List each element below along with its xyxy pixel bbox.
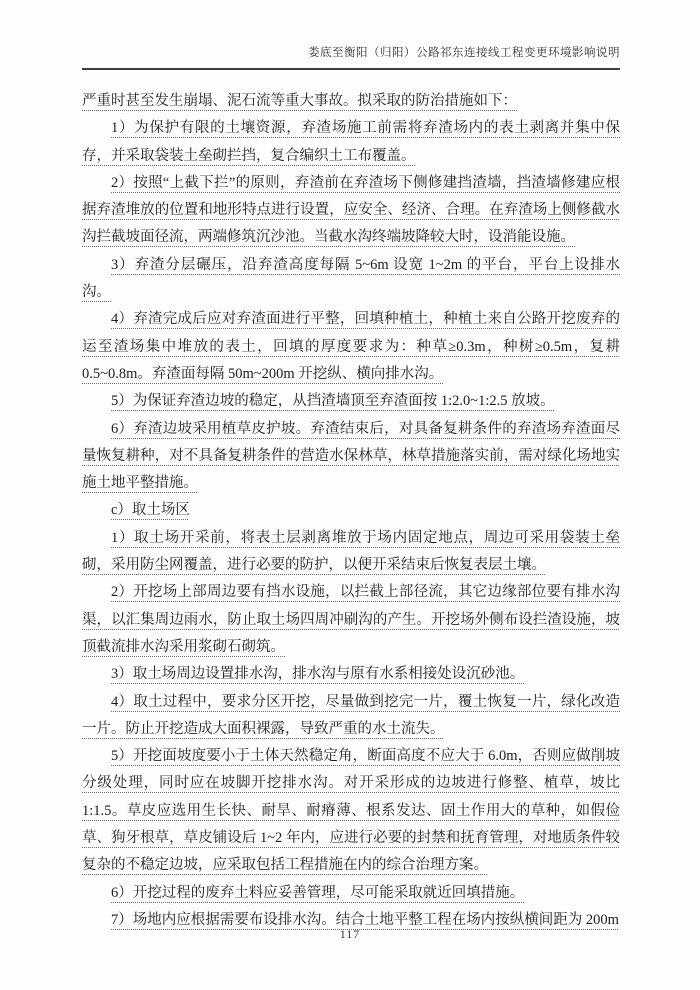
paragraph: 5）开挖面坡度要小于土体天然稳定角，断面高度不应大于 6.0m，否则应做削坡分级处理，同时应在坡脚开挖排水沟。对开采形成的边坡进行修整、植草，坡比 1:1.5。草皮应选用生长快、耐旱、耐瘠薄、根系发达、固土作用大的草种，如假俭草、狗牙根草，草皮铺设后 1~2 年内，应进行必要的封禁和抚育管理，对地质条件较复杂的不稳定边坡，应采取包括工程措施在内的综合治理方案。 bbox=[82, 748, 620, 874]
page-number: 117 bbox=[339, 927, 361, 941]
paragraph: 2）按照“上截下拦”的原则，弃渣前在弃渣场下侧修建挡渣墙，挡渣墙修建应根据弃渣堆放的位置和地形特点进行设置，应安全、经济、合理。在弃渣场上侧修截水沟拦截坡面径流，两端修筑沉沙池。当截水沟终端坡降较大时，设消能设施。 bbox=[82, 174, 620, 246]
paragraph: 1）为保护有限的土壤资源，弃渣场施工前需将弃渣场内的表土剥离并集中保存，并采取袋装土垒砌拦挡，复合编织土工布覆盖。 bbox=[82, 120, 620, 164]
paragraph: c）取土场区 bbox=[111, 502, 190, 519]
paragraph: 4）取土过程中，要求分区开挖，尽量做到挖完一片，覆土恢复一片，绿化改造一片。防止开挖造成大面积裸露，导致严重的水土流失。 bbox=[82, 693, 620, 737]
paragraph: 严重时甚至发生崩塌、泥石流等重大事故。拟采取的防治措施如下： bbox=[82, 93, 517, 109]
paragraph: 6）弃渣边坡采用植草皮护坡。弃渣结束后，对具备复耕条件的弃渣场弃渣面尽量恢复耕种，对不具备复耕条件的营造水保林草，林草措施落实前，需对绿化场地实施土地平整措施。 bbox=[82, 420, 620, 492]
paragraph: 4）弃渣完成后应对弃渣面进行平整，回填种植土，种植土来自公路开挖废弃的运至渣场集中堆放的表土，回填的厚度要求为：种草≥0.3m，种树≥0.5m，复耕 0.5~0.8m。弃渣面每隔 50m~200m 开挖纵、横向排水沟。 bbox=[82, 311, 620, 382]
document-body bbox=[82, 88, 620, 934]
paragraph: 1）取土场开采前，将表土层剥离堆放于场内固定地点，周边可采用袋装土垒砌，采用防尘网覆盖，进行必要的防护，以便开采结束后恢复表层土壤。 bbox=[82, 529, 620, 574]
paragraph: 3）弃渣分层碾压，沿弃渣高度每隔 5~6m 设宽 1~2m 的平台，平台上设排水沟。 bbox=[82, 256, 620, 301]
paragraph: 6）开挖过程的废弃土料应妥善管理，尽可能采取就近回填措施。 bbox=[111, 884, 525, 901]
paragraph: 5）为保证弃渣边坡的稳定，从挡渣墙顶至弃渣面按 1:2.0~1:2.5 放坡。 bbox=[111, 393, 555, 410]
page-header-title: 娄底至衡阳（归阳）公路祁东连接线工程变更环境影响说明 bbox=[82, 44, 620, 70]
paragraph: 7）场地内应根据需要布设排水沟。结合土地平整工程在场内按纵横间距为 200m bbox=[111, 911, 619, 928]
paragraph: 3）取土场周边设置排水沟，排水沟与原有水系相接处设沉砂池。 bbox=[111, 666, 525, 683]
paragraph: 2）开挖场上部周边要有挡水设施，以拦截上部径流，其它边缘部位要有排水沟渠，以汇集周边雨水，防止取土场四周冲刷沟的产生。开挖场外侧布设拦渣设施，坡顶截流排水沟采用浆砌石砌筑。 bbox=[82, 584, 620, 655]
